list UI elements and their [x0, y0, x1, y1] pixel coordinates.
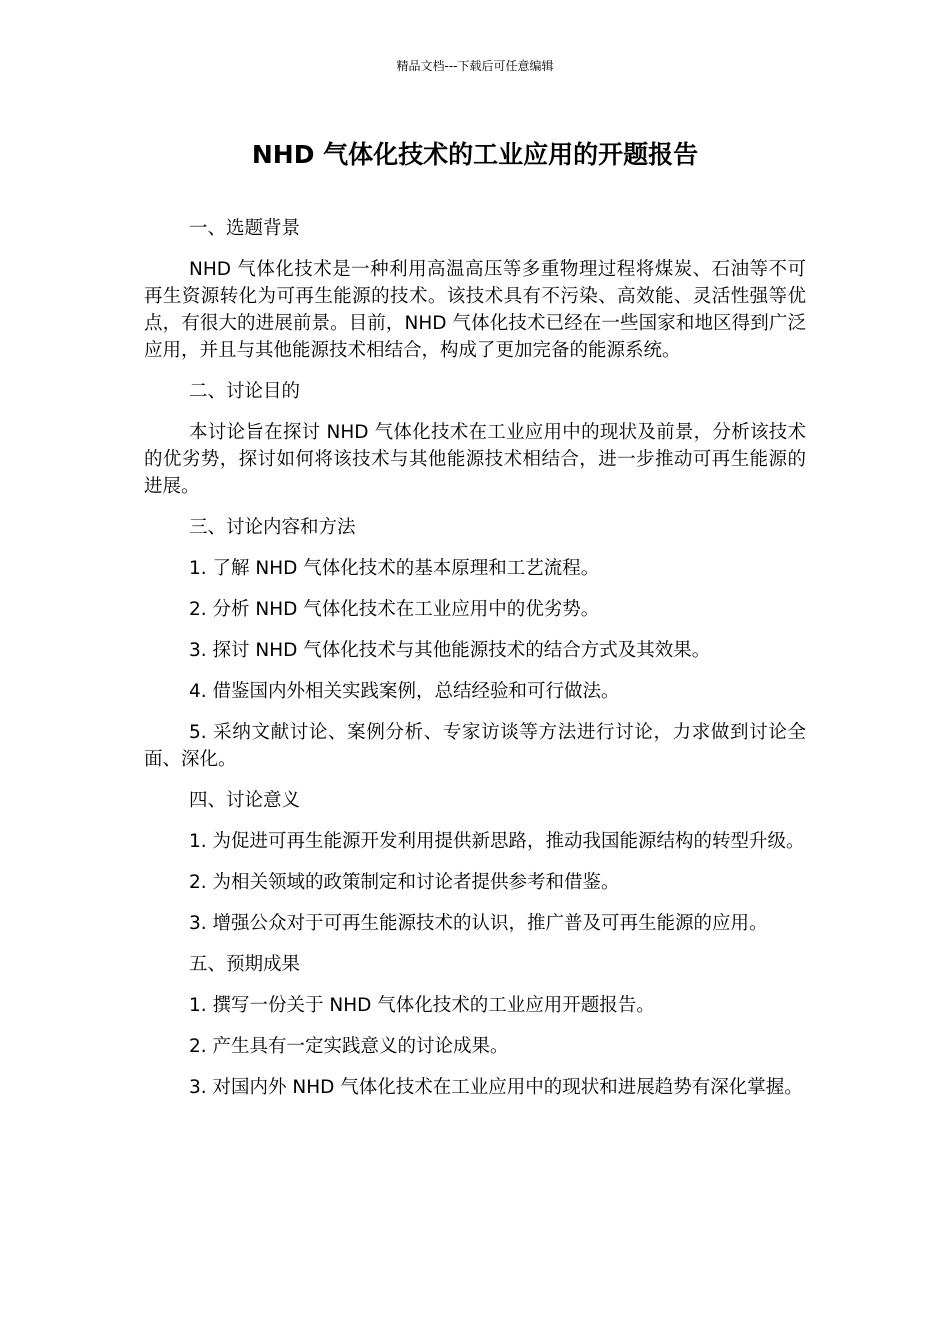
list-item-significance-2: 2. 为相关领域的政策制定和讨论者提供参考和借鉴。 — [189, 872, 620, 893]
list-item-method-2: 2. 分析 NHD 气体化技术在工业应用中的优劣势。 — [189, 599, 600, 620]
list-item-method-1: 1. 了解 NHD 气体化技术的基本原理和工艺流程。 — [189, 558, 600, 579]
list-item-significance-3: 3. 增强公众对于可再生能源技术的认识，推广普及可再生能源的应用。 — [189, 913, 768, 934]
section-heading-significance: 四、讨论意义 — [189, 790, 301, 811]
document-body — [144, 215, 806, 1115]
list-item-result-2: 2. 产生具有一定实践意义的讨论成果。 — [189, 1036, 509, 1057]
paragraph-purpose: 本讨论旨在探讨 NHD 气体化技术在工业应用中的现状及前景，分析该技术的优劣势，探讨如何将该技术与其他能源技术相结合，进一步推动可再生能源的进展。 — [144, 422, 806, 497]
page-header: 精品文档---下载后可任意编辑 — [396, 59, 554, 73]
document-title: NHD 气体化技术的工业应用的开题报告 — [251, 140, 699, 169]
paragraph-background: NHD 气体化技术是一种利用高温高压等多重物理过程将煤炭、石油等不可再生资源转化为可再生能源的技术。该技术具有不污染、高效能、灵活性强等优点，有很大的进展前景。目前，NHD 气体化技术已经在一些国家和地区得到广泛应用，并且与其他能源技术相结合，构成了更加完备的能源系统。 — [144, 259, 806, 361]
section-heading-content-methods: 三、讨论内容和方法 — [189, 517, 356, 538]
section-heading-background: 一、选题背景 — [189, 218, 301, 239]
list-item-significance-1: 1. 为促进可再生能源开发利用提供新思路，推动我国能源结构的转型升级。 — [189, 831, 805, 852]
list-item-method-5: 5. 采纳文献讨论、案例分析、专家访谈等方法进行讨论，力求做到讨论全面、深化。 — [144, 722, 806, 770]
list-item-method-4: 4. 借鉴国内外相关实践案例，总结经验和可行做法。 — [189, 681, 620, 702]
list-item-result-3: 3. 对国内外 NHD 气体化技术在工业应用中的现状和进展趋势有深化掌握。 — [189, 1077, 803, 1098]
section-heading-expected-results: 五、预期成果 — [189, 954, 301, 975]
list-item-method-3: 3. 探讨 NHD 气体化技术与其他能源技术的结合方式及其效果。 — [189, 640, 711, 661]
list-item-result-1: 1. 撰写一份关于 NHD 气体化技术的工业应用开题报告。 — [189, 995, 655, 1016]
section-heading-purpose: 二、讨论目的 — [189, 381, 301, 402]
